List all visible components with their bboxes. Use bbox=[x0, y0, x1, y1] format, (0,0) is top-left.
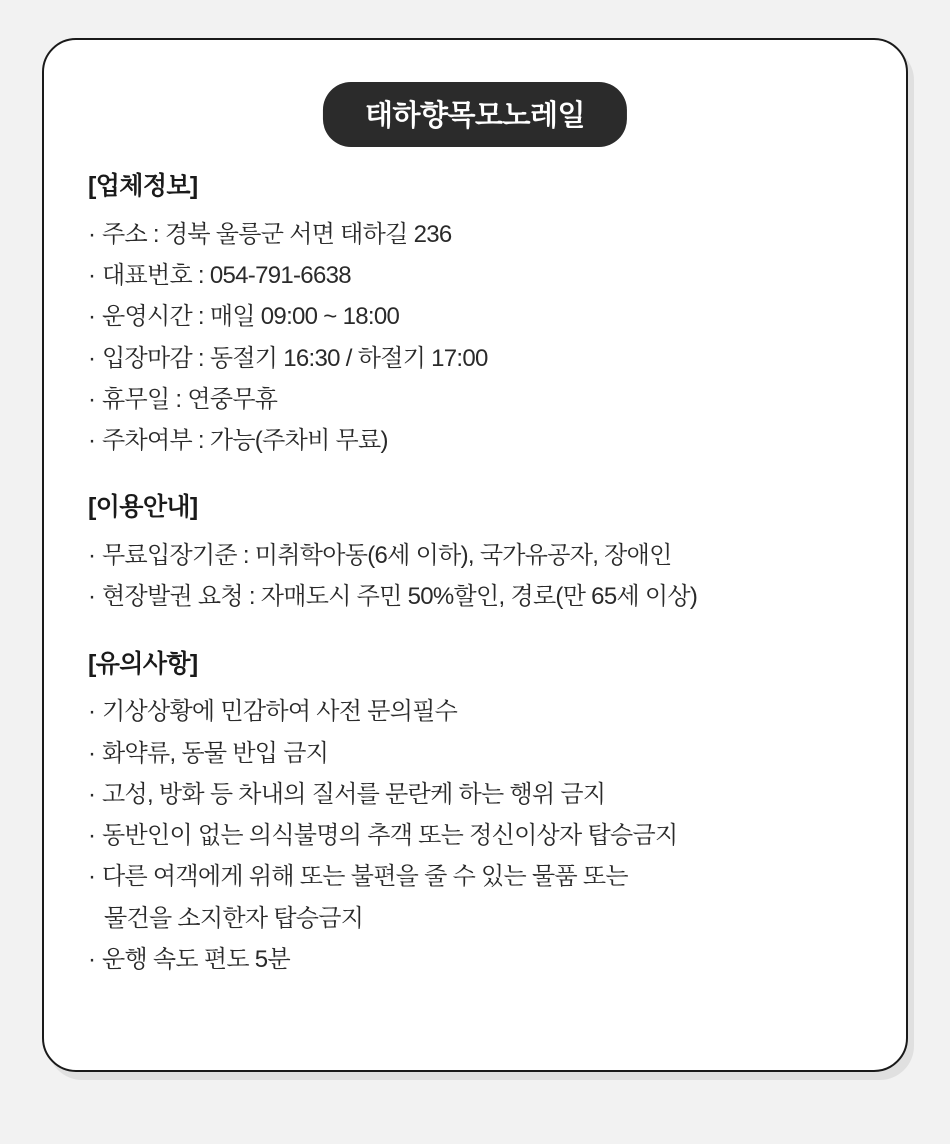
bullet-icon: · bbox=[88, 739, 96, 767]
page-title: 태하향목모노레일 bbox=[323, 82, 627, 147]
bullet-icon: · bbox=[88, 698, 96, 726]
info-line-text: 운행 속도 편도 5분 bbox=[102, 945, 290, 973]
bullet-icon: · bbox=[88, 220, 96, 248]
info-line-text: 대표번호 : 054-791-6638 bbox=[102, 262, 351, 290]
bullet-icon: · bbox=[88, 583, 96, 611]
section-notices bbox=[88, 648, 866, 981]
info-line-text: 현장발권 요청 : 자매도시 주민 50%할인, 경로(만 65세 이상) bbox=[102, 583, 698, 611]
info-line bbox=[88, 255, 866, 296]
info-line-continuation bbox=[88, 898, 866, 939]
bullet-icon: · bbox=[88, 385, 96, 413]
info-line bbox=[88, 774, 866, 815]
bullet-icon: · bbox=[88, 822, 96, 850]
info-line bbox=[88, 856, 866, 897]
section-usage-guide bbox=[88, 491, 866, 617]
info-line bbox=[88, 379, 866, 420]
info-line bbox=[88, 214, 866, 255]
section-heading: [이용안내] bbox=[88, 493, 198, 522]
info-line bbox=[88, 576, 866, 617]
card-content bbox=[88, 170, 866, 980]
info-line bbox=[88, 420, 866, 461]
section-business-info bbox=[88, 170, 866, 461]
bullet-icon: · bbox=[88, 262, 96, 290]
info-line-text: 주소 : 경북 울릉군 서면 태하길 236 bbox=[102, 220, 452, 248]
info-line bbox=[88, 338, 866, 379]
info-line-text: 주차여부 : 가능(주차비 무료) bbox=[102, 427, 388, 455]
info-line-text: 입장마감 : 동절기 16:30 / 하절기 17:00 bbox=[102, 344, 488, 372]
section-heading: [업체정보] bbox=[88, 172, 198, 200]
info-line-text: 고성, 방화 등 차내의 질서를 문란케 하는 행위 금지 bbox=[102, 780, 606, 808]
info-line-text: 동반인이 없는 의식불명의 추객 또는 정신이상자 탑승금지 bbox=[102, 822, 678, 850]
info-line-text: 물건을 소지한자 탑승금지 bbox=[104, 904, 364, 932]
bullet-icon: · bbox=[88, 303, 96, 331]
info-line-text: 무료입장기준 : 미취학아동(6세 이하), 국가유공자, 장애인 bbox=[102, 542, 672, 570]
info-card-wrapper bbox=[42, 38, 908, 1072]
info-line-text: 다른 여객에게 위해 또는 불편을 줄 수 있는 물품 또는 bbox=[102, 863, 628, 891]
bullet-icon: · bbox=[88, 945, 96, 973]
bullet-icon: · bbox=[88, 427, 96, 455]
bullet-icon: · bbox=[88, 344, 96, 372]
info-line-text: 운영시간 : 매일 09:00 ~ 18:00 bbox=[102, 303, 400, 331]
bullet-icon: · bbox=[88, 542, 96, 570]
section-heading: [유의사항] bbox=[88, 649, 198, 678]
info-line bbox=[88, 939, 866, 980]
info-line bbox=[88, 691, 866, 732]
info-line-text: 휴무일 : 연중무휴 bbox=[102, 385, 278, 413]
info-line-text: 화약류, 동물 반입 금지 bbox=[102, 739, 329, 767]
info-line bbox=[88, 815, 866, 856]
info-line bbox=[88, 296, 866, 337]
info-card bbox=[42, 38, 908, 1072]
info-line bbox=[88, 535, 866, 576]
info-line-text: 기상상황에 민감하여 사전 문의필수 bbox=[102, 698, 458, 726]
bullet-icon: · bbox=[88, 780, 96, 808]
bullet-icon: · bbox=[88, 863, 96, 891]
info-line bbox=[88, 733, 866, 774]
